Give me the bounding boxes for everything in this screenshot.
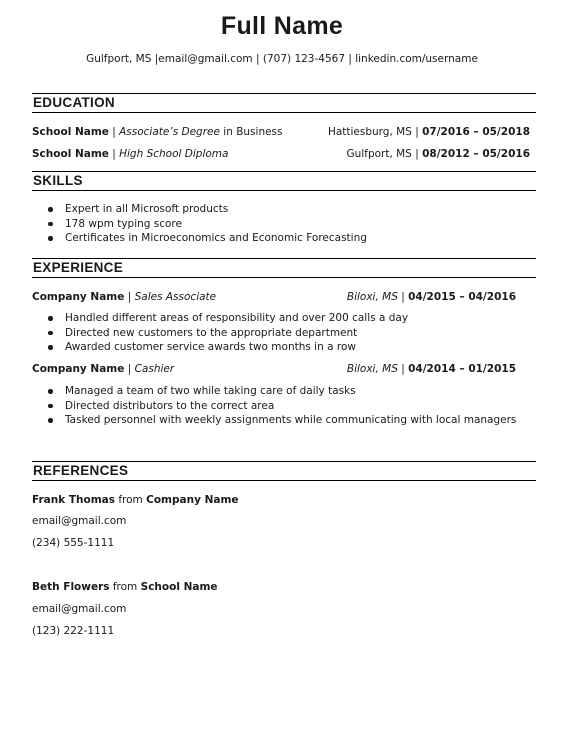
education-entry-right [328, 125, 530, 139]
separator: | [108, 126, 120, 138]
degree: Associate’s Degree [119, 126, 220, 138]
job-bullets [32, 384, 516, 428]
full-name-heading: Full Name [220, 12, 344, 40]
reference-email: email@gmail.com [32, 603, 127, 615]
separator: | [411, 148, 423, 160]
list-item: 178 wpm typing score [32, 217, 367, 232]
job-title: Cashier [134, 363, 175, 375]
reference-from: from [109, 581, 141, 593]
references-heading: REFERENCES [32, 461, 536, 481]
company-name: Company Name [32, 363, 125, 375]
dates: 04/2014 – 01/2015 [408, 363, 516, 375]
job-entry [32, 362, 536, 376]
degree-suffix: in Business [219, 126, 283, 138]
job-entry [32, 290, 536, 304]
location: Biloxi, MS [346, 291, 398, 303]
skills-heading: SKILLS [32, 171, 536, 191]
list-item: Tasked personnel with weekly assignments while communicating with local managers [32, 413, 516, 428]
reference-from: from [115, 494, 147, 506]
education-entry-left [32, 125, 283, 139]
reference-name-line [32, 493, 239, 507]
separator: | [124, 363, 135, 375]
education-section [32, 93, 536, 113]
list-item: Directed new customers to the appropriate department [32, 326, 408, 341]
list-item: Managed a team of two while taking care of daily tasks [32, 384, 516, 399]
list-item: Expert in all Microsoft products [32, 202, 367, 217]
reference-org: School Name [140, 581, 218, 593]
separator: | [411, 126, 423, 138]
job-title: Sales Associate [134, 291, 217, 303]
list-item: Awarded customer service awards two months in a row [32, 340, 408, 355]
separator: | [397, 291, 409, 303]
education-entry [32, 147, 536, 161]
separator: | [108, 148, 120, 160]
reference-name-line [32, 580, 218, 594]
location: Gulfport, MS [346, 148, 412, 160]
dates: 07/2016 – 05/2018 [422, 126, 530, 138]
job-entry-left [32, 362, 174, 376]
contact-line: Gulfport, MS |email@gmail.com | (707) 123-4567 | linkedin.com/username [86, 53, 478, 65]
location: Biloxi, MS [346, 363, 398, 375]
degree: High School Diploma [119, 148, 229, 160]
skills-section [32, 171, 536, 191]
job-bullets [32, 311, 408, 355]
job-entry-right [347, 290, 516, 304]
list-item: Directed distributors to the correct area [32, 399, 516, 414]
school-name: School Name [32, 148, 109, 160]
experience-section [32, 258, 536, 278]
reference-phone: (123) 222-1111 [32, 625, 115, 637]
education-entry-right [347, 147, 530, 161]
education-entry [32, 125, 536, 139]
reference-name: Beth Flowers [32, 581, 110, 593]
job-entry-left [32, 290, 216, 304]
education-entry-left [32, 147, 228, 161]
location: Hattiesburg, MS [327, 126, 412, 138]
experience-heading: EXPERIENCE [32, 258, 536, 278]
separator: | [124, 291, 135, 303]
job-entry-right [347, 362, 516, 376]
school-name: School Name [32, 126, 109, 138]
skills-list [32, 202, 367, 246]
references-section [32, 461, 536, 481]
list-item: Certificates in Microeconomics and Economic Forecasting [32, 231, 367, 246]
reference-phone: (234) 555-1111 [32, 537, 115, 549]
dates: 08/2012 – 05/2016 [422, 148, 530, 160]
reference-org: Company Name [146, 494, 239, 506]
education-heading: EDUCATION [32, 93, 536, 113]
reference-email: email@gmail.com [32, 515, 127, 527]
company-name: Company Name [32, 291, 125, 303]
list-item: Handled different areas of responsibility and over 200 calls a day [32, 311, 408, 326]
reference-name: Frank Thomas [32, 494, 116, 506]
dates: 04/2015 – 04/2016 [408, 291, 516, 303]
separator: | [397, 363, 409, 375]
